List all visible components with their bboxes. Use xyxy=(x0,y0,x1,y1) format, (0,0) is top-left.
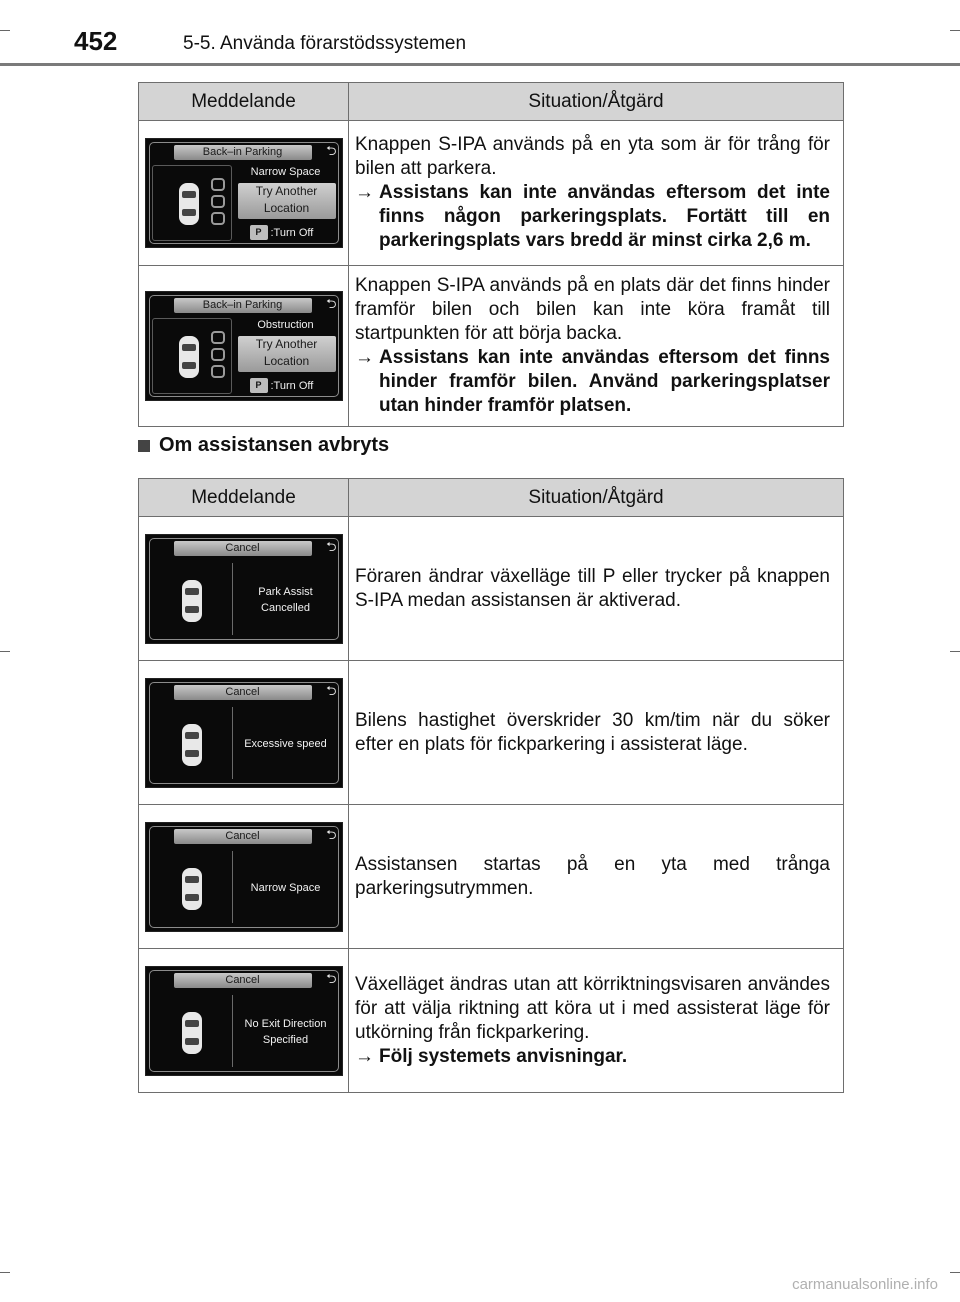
screen-divider xyxy=(232,563,233,635)
display-screen-obstruction xyxy=(145,291,343,401)
header-rule xyxy=(0,63,960,66)
situation-text: Bilens hastighet överskrider 30 km/tim när du söker efter en plats för fickparkering i assisterat läge. xyxy=(355,709,830,755)
turn-off-hint xyxy=(250,225,314,240)
situation-text: Föraren ändrar växelläge till P eller trycker på knappen S-IPA medan assistansen är aktiverad. xyxy=(355,565,830,611)
crop-mark xyxy=(0,1272,10,1273)
screen-title: Back–in Parking xyxy=(174,145,312,160)
parking-switch-icon: P xyxy=(250,225,268,240)
back-icon: ⮌ xyxy=(326,826,337,842)
table-header-row xyxy=(139,83,844,121)
situation-text: Knappen S-IPA används på en plats där det finns hinder framför bilen och bilen kan inte köra framåt till startpunkten för att börja backa. xyxy=(355,275,830,344)
screen-divider xyxy=(232,707,233,779)
situation-text: Knappen S-IPA används på en yta som är för trång för bilen att parkera. xyxy=(355,134,830,179)
screen-image-cell xyxy=(139,517,349,661)
crop-mark xyxy=(0,651,10,652)
back-icon: ⮌ xyxy=(326,143,337,158)
car-icon xyxy=(180,1011,204,1055)
screen-message: Obstruction xyxy=(257,319,314,331)
action-line xyxy=(355,181,830,253)
car-panel xyxy=(152,705,232,781)
car-icon xyxy=(180,723,204,767)
situation-text: Assistansen startas på en yta med trånga parkeringsutrymmen. xyxy=(355,853,830,899)
display-screen-park-assist-cancelled xyxy=(145,534,343,644)
turn-off-label: :Turn Off xyxy=(270,379,314,392)
screen-message-line: Excessive speed xyxy=(244,737,327,750)
try-another-location-button xyxy=(238,336,336,372)
display-screen-narrow-space-cancel xyxy=(145,822,343,932)
arrow-icon: → xyxy=(355,1045,374,1067)
arrow-icon: → xyxy=(355,182,374,203)
arrow-icon: → xyxy=(355,347,374,368)
subheading xyxy=(138,434,389,457)
screen-image-cell xyxy=(139,661,349,805)
car-icon xyxy=(180,867,204,911)
action-text: Assistans kan inte användas eftersom det inte finns någon parkeringsplats. Fortätt till en parkeringsplats vars bredd är minst cirka 2,6 m. xyxy=(379,182,830,251)
action-line xyxy=(355,1045,830,1069)
table-row xyxy=(139,949,844,1093)
screen-message xyxy=(234,565,338,635)
subheading-text: Om assistansen avbryts xyxy=(159,434,390,456)
action-text: Följ systemets anvisningar. xyxy=(379,1045,628,1067)
screen-message-line: Specified xyxy=(262,1033,309,1046)
page-header xyxy=(0,0,960,70)
table-row xyxy=(139,805,844,949)
button-label-line: Try Another xyxy=(255,337,318,351)
back-icon: ⮌ xyxy=(326,970,337,986)
screen-message: Narrow Space xyxy=(250,166,321,178)
screen-title: Back–in Parking xyxy=(174,298,312,313)
car-icon xyxy=(177,335,201,379)
situation-action-cell xyxy=(349,121,844,266)
column-header-action: Situation/Åtgärd xyxy=(349,83,844,121)
bullet-square-icon xyxy=(138,440,150,452)
screen-message-line: Narrow Space xyxy=(250,881,321,894)
screen-message xyxy=(234,709,338,779)
back-icon: ⮌ xyxy=(326,538,337,554)
car-panel xyxy=(152,993,232,1069)
message-table-1 xyxy=(138,82,844,427)
button-label-line: Try Another xyxy=(255,184,318,198)
crop-mark xyxy=(950,651,960,652)
display-screen-excessive-speed xyxy=(145,678,343,788)
action-text: Assistans kan inte användas eftersom det finns hinder framför bilen. Använd parkeringsplatser utan hinder framför platsen. xyxy=(379,347,830,416)
page-number: 452 xyxy=(74,26,118,56)
screen-divider xyxy=(232,851,233,923)
back-icon: ⮌ xyxy=(326,682,337,698)
car-icon xyxy=(177,182,201,226)
turn-off-label: :Turn Off xyxy=(270,226,314,239)
parking-switch-icon: P xyxy=(250,378,268,393)
screen-image-cell xyxy=(139,266,349,427)
table-header-row xyxy=(139,479,844,517)
car-icon xyxy=(180,579,204,623)
screen-title: Cancel xyxy=(174,685,312,700)
display-screen-no-exit-direction xyxy=(145,966,343,1076)
screen-message xyxy=(234,997,338,1067)
car-panel xyxy=(152,165,232,241)
table-row xyxy=(139,661,844,805)
parking-slots xyxy=(211,178,225,229)
column-header-message: Meddelande xyxy=(139,83,349,121)
message-table-2 xyxy=(138,478,844,1093)
situation-action-cell xyxy=(349,805,844,949)
situation-action-cell xyxy=(349,661,844,805)
back-icon: ⮌ xyxy=(326,296,337,311)
screen-title: Cancel xyxy=(174,973,312,988)
screen-title: Cancel xyxy=(174,541,312,556)
screen-title: Cancel xyxy=(174,829,312,844)
situation-action-cell xyxy=(349,266,844,427)
display-screen-narrow-space xyxy=(145,138,343,248)
crop-mark xyxy=(950,1272,960,1273)
turn-off-hint xyxy=(250,378,314,393)
try-another-location-button xyxy=(238,183,336,219)
car-panel xyxy=(152,318,232,394)
car-panel xyxy=(152,561,232,637)
screen-image-cell xyxy=(139,805,349,949)
section-title: 5-5. Använda förarstödssystemen xyxy=(183,33,467,54)
screen-message-line: No Exit Direction xyxy=(244,1017,327,1030)
situation-action-cell xyxy=(349,949,844,1093)
screen-image-cell xyxy=(139,949,349,1093)
button-label-line: Location xyxy=(263,354,310,368)
screen-divider xyxy=(232,995,233,1067)
column-header-action: Situation/Åtgärd xyxy=(349,479,844,517)
parking-slots xyxy=(211,331,225,382)
car-panel xyxy=(152,849,232,925)
action-line xyxy=(355,346,830,418)
screen-message xyxy=(234,853,338,923)
situation-action-cell xyxy=(349,517,844,661)
table-row xyxy=(139,266,844,427)
table-row xyxy=(139,517,844,661)
table-row xyxy=(139,121,844,266)
screen-message-line: Park Assist xyxy=(258,585,313,598)
button-label-line: Location xyxy=(263,201,310,215)
watermark-text: carmanualsonline.info xyxy=(792,1276,938,1293)
situation-text: Växelläget ändras utan att körriktningsvisaren användes för att välja riktning att köra ut i med assisterat läge för utkörning från fickparkering. xyxy=(355,973,830,1043)
screen-image-cell xyxy=(139,121,349,266)
screen-message-line: Cancelled xyxy=(261,601,310,614)
column-header-message: Meddelande xyxy=(139,479,349,517)
